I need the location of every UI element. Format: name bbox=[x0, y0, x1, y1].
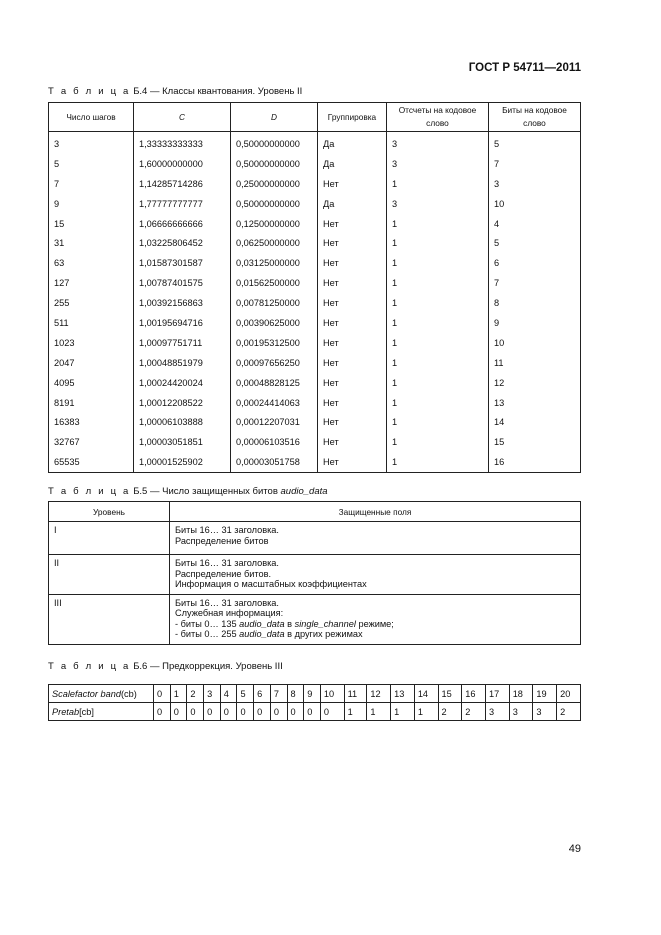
table-row bbox=[49, 293, 581, 313]
table-row bbox=[49, 233, 581, 253]
label-suffix: [cb] bbox=[79, 706, 94, 717]
pretab-label bbox=[49, 703, 154, 721]
table-cell: 1 bbox=[414, 703, 438, 721]
table-cell: 5 bbox=[489, 233, 581, 253]
fields-line: Биты 16… 31 заголовка. bbox=[175, 525, 279, 535]
table-cell: 16383 bbox=[49, 412, 134, 432]
table-cell: 1,00003051851 bbox=[134, 432, 231, 452]
table-cell: 255 bbox=[49, 293, 134, 313]
table-cell: 0,06250000000 bbox=[231, 233, 318, 253]
table-cell: 1 bbox=[387, 412, 489, 432]
label-italic: Scalefactor band bbox=[52, 688, 121, 699]
table-b4-body bbox=[49, 132, 581, 473]
table-cell: 0 bbox=[304, 703, 321, 721]
fields-cell bbox=[170, 594, 581, 644]
table-cell: 0 bbox=[254, 703, 271, 721]
table-cell: 1 bbox=[387, 373, 489, 393]
fields-cell bbox=[170, 522, 581, 555]
label-suffix: (cb) bbox=[120, 688, 137, 699]
table-cell: 1 bbox=[387, 233, 489, 253]
table-row bbox=[49, 174, 581, 194]
bullet-italic: audio_data bbox=[239, 629, 285, 639]
table-cell: 15 bbox=[438, 685, 462, 703]
table-cell: Нет bbox=[318, 432, 387, 452]
header-samples-per-codeword: Отсчеты на кодовое слово bbox=[387, 103, 489, 132]
table-row bbox=[49, 333, 581, 353]
table-cell: 12 bbox=[489, 373, 581, 393]
table-cell: Нет bbox=[318, 313, 387, 333]
table-cell: Нет bbox=[318, 333, 387, 353]
table-cell: 1023 bbox=[49, 333, 134, 353]
table-cell: 1,00195694716 bbox=[134, 313, 231, 333]
table-b5-caption-prefix: Т а б л и ц а bbox=[48, 486, 131, 497]
header-bits-per-codeword: Биты на кодовое слово bbox=[489, 103, 581, 132]
table-cell: 0 bbox=[320, 703, 344, 721]
table-cell: 1,14285714286 bbox=[134, 174, 231, 194]
table-cell: 8 bbox=[287, 685, 304, 703]
table-cell: 0,00012207031 bbox=[231, 412, 318, 432]
table-cell: 3 bbox=[387, 132, 489, 154]
page-number: 49 bbox=[568, 843, 581, 855]
table-cell: 3 bbox=[509, 703, 533, 721]
table-cell: 0 bbox=[187, 703, 204, 721]
table-row bbox=[49, 273, 581, 293]
table-cell: 5 bbox=[237, 685, 254, 703]
table-cell: 0 bbox=[154, 685, 171, 703]
table-cell: 11 bbox=[344, 685, 367, 703]
table-cell: 1 bbox=[387, 214, 489, 234]
table-cell: 1 bbox=[387, 253, 489, 273]
table-row bbox=[49, 555, 581, 595]
table-cell: 8 bbox=[489, 293, 581, 313]
table-cell: 1,00012208522 bbox=[134, 393, 231, 413]
bullet-text: в bbox=[284, 618, 295, 629]
table-b4 bbox=[48, 102, 581, 473]
table-cell: 1 bbox=[387, 452, 489, 472]
table-cell: 511 bbox=[49, 313, 134, 333]
table-b4-caption-title: Б.4 — Классы квантования. Уровень II bbox=[133, 86, 303, 97]
table-cell: 0,00781250000 bbox=[231, 293, 318, 313]
table-cell: 2 bbox=[462, 703, 486, 721]
table-row bbox=[49, 393, 581, 413]
table-cell: 1,77777777777 bbox=[134, 194, 231, 214]
label-italic: Pretab bbox=[52, 706, 80, 717]
fields-line: Биты 16… 31 заголовка. bbox=[175, 597, 279, 608]
fields-line: Информация о масштабных коэффициентах bbox=[175, 579, 367, 589]
table-cell: 19 bbox=[533, 685, 557, 703]
table-row bbox=[49, 214, 581, 234]
table-cell: 32767 bbox=[49, 432, 134, 452]
table-cell: 15 bbox=[489, 432, 581, 452]
table-cell: 1 bbox=[391, 703, 415, 721]
header-level: Уровень bbox=[49, 502, 170, 522]
table-cell: 65535 bbox=[49, 452, 134, 472]
table-cell: 1,33333333333 bbox=[134, 132, 231, 154]
bullet-text: - биты 0… 255 bbox=[175, 629, 240, 639]
table-cell: 0 bbox=[237, 703, 254, 721]
table-cell: 10 bbox=[489, 333, 581, 353]
table-cell: 7 bbox=[489, 154, 581, 174]
table-cell: 11 bbox=[489, 353, 581, 373]
table-cell: 6 bbox=[489, 253, 581, 273]
table-cell: 1,00787401575 bbox=[134, 273, 231, 293]
header-d: D bbox=[231, 103, 318, 132]
table-cell: 3 bbox=[49, 132, 134, 154]
table-cell: 0,00024414063 bbox=[231, 393, 318, 413]
table-cell: Нет bbox=[318, 174, 387, 194]
table-cell: 0 bbox=[220, 703, 237, 721]
table-cell: 1,00006103888 bbox=[134, 412, 231, 432]
table-cell: 0,00048828125 bbox=[231, 373, 318, 393]
table-b6 bbox=[48, 684, 581, 721]
table-cell: 12 bbox=[367, 685, 391, 703]
table-cell: 2047 bbox=[49, 353, 134, 373]
table-cell: 14 bbox=[489, 412, 581, 432]
table-cell: 1 bbox=[344, 703, 367, 721]
table-cell: 9 bbox=[49, 194, 134, 214]
table-b4-caption bbox=[48, 86, 302, 97]
table-cell: Да bbox=[318, 194, 387, 214]
table-cell: 13 bbox=[391, 685, 415, 703]
table-cell: 1 bbox=[367, 703, 391, 721]
table-cell: 0,00390625000 bbox=[231, 313, 318, 333]
table-cell: Нет bbox=[318, 273, 387, 293]
table-cell: 1,00024420024 bbox=[134, 373, 231, 393]
level-cell: I bbox=[49, 522, 170, 555]
table-cell: 0,50000000000 bbox=[231, 154, 318, 174]
table-cell: Нет bbox=[318, 412, 387, 432]
table-row bbox=[49, 522, 581, 555]
table-cell: 1 bbox=[387, 333, 489, 353]
table-cell: 2 bbox=[557, 703, 581, 721]
table-cell: 1,00392156863 bbox=[134, 293, 231, 313]
table-cell: 16 bbox=[462, 685, 486, 703]
bullet-italic: audio_data bbox=[239, 618, 285, 629]
table-cell: 1 bbox=[170, 685, 187, 703]
table-b6-caption-title: Б.6 — Предкоррекция. Уровень III bbox=[133, 661, 283, 672]
table-b5-header-row bbox=[49, 502, 581, 522]
table-cell: 3 bbox=[485, 703, 509, 721]
table-cell: Нет bbox=[318, 233, 387, 253]
document-standard-number: ГОСТ Р 54711—2011 bbox=[468, 62, 581, 74]
fields-bullet bbox=[175, 619, 575, 630]
table-cell: 2 bbox=[438, 703, 462, 721]
table-cell: 1,60000000000 bbox=[134, 154, 231, 174]
table-cell: 1 bbox=[387, 174, 489, 194]
table-cell: Нет bbox=[318, 393, 387, 413]
table-b5 bbox=[48, 501, 581, 645]
table-b5-caption-italic: audio_data bbox=[280, 486, 328, 497]
table-cell: 0,03125000000 bbox=[231, 253, 318, 273]
header-steps: Число шагов bbox=[49, 103, 134, 132]
table-cell: 0 bbox=[170, 703, 187, 721]
table-cell: 9 bbox=[489, 313, 581, 333]
header-grouping: Группировка bbox=[318, 103, 387, 132]
table-cell: 10 bbox=[489, 194, 581, 214]
bullet-text: - биты 0… 135 bbox=[175, 618, 240, 629]
fields-cell bbox=[170, 555, 581, 595]
table-cell: 0,12500000000 bbox=[231, 214, 318, 234]
table-cell: 1,06666666666 bbox=[134, 214, 231, 234]
table-cell: 16 bbox=[489, 452, 581, 472]
table-cell: 4 bbox=[489, 214, 581, 234]
table-cell: 0 bbox=[270, 703, 287, 721]
table-cell: 63 bbox=[49, 253, 134, 273]
table-cell: 1,01587301587 bbox=[134, 253, 231, 273]
table-cell: 6 bbox=[254, 685, 271, 703]
table-cell: 1,00097751711 bbox=[134, 333, 231, 353]
table-cell: 20 bbox=[557, 685, 581, 703]
table-b5-caption-title: Б.5 — Число защищенных битов bbox=[133, 486, 278, 497]
table-cell: 7 bbox=[49, 174, 134, 194]
table-cell: 1 bbox=[387, 313, 489, 333]
table-cell: 4095 bbox=[49, 373, 134, 393]
table-cell: 0,50000000000 bbox=[231, 194, 318, 214]
table-cell: 1 bbox=[387, 293, 489, 313]
table-cell: 0 bbox=[287, 703, 304, 721]
table-row bbox=[49, 353, 581, 373]
table-cell: 1,00048851979 bbox=[134, 353, 231, 373]
fields-line: Распределение битов bbox=[175, 535, 269, 546]
table-cell: 127 bbox=[49, 273, 134, 293]
table-cell: 0,00097656250 bbox=[231, 353, 318, 373]
table-row bbox=[49, 373, 581, 393]
table-b6-row-scalefactor bbox=[49, 685, 581, 703]
table-b4-caption-prefix: Т а б л и ц а bbox=[48, 86, 131, 97]
table-row bbox=[49, 432, 581, 452]
table-cell: 1 bbox=[387, 273, 489, 293]
bullet-italic: single_channel bbox=[294, 618, 356, 629]
table-b5-caption bbox=[48, 486, 328, 497]
table-cell: 2 bbox=[187, 685, 204, 703]
table-cell: Нет bbox=[318, 293, 387, 313]
table-cell: 15 bbox=[49, 214, 134, 234]
table-cell: 3 bbox=[489, 174, 581, 194]
table-cell: 13 bbox=[489, 393, 581, 413]
table-row bbox=[49, 452, 581, 472]
table-cell: 10 bbox=[320, 685, 344, 703]
table-cell: 7 bbox=[270, 685, 287, 703]
table-cell: 1 bbox=[387, 432, 489, 452]
table-b6-row-pretab bbox=[49, 703, 581, 721]
table-cell: Да bbox=[318, 154, 387, 174]
table-cell: 5 bbox=[489, 132, 581, 154]
table-cell: 0,00006103516 bbox=[231, 432, 318, 452]
table-cell: Нет bbox=[318, 452, 387, 472]
fields-line: Биты 16… 31 заголовка. bbox=[175, 558, 279, 568]
table-cell: 31 bbox=[49, 233, 134, 253]
table-b6-caption-prefix: Т а б л и ц а bbox=[48, 661, 131, 672]
table-cell: 3 bbox=[533, 703, 557, 721]
header-c: C bbox=[134, 103, 231, 132]
table-cell: 0 bbox=[154, 703, 171, 721]
table-cell: 9 bbox=[304, 685, 321, 703]
table-cell: 1,03225806452 bbox=[134, 233, 231, 253]
table-cell: Да bbox=[318, 132, 387, 154]
table-cell: 3 bbox=[387, 194, 489, 214]
table-cell: 1 bbox=[387, 393, 489, 413]
table-cell: 0,00003051758 bbox=[231, 452, 318, 472]
table-cell: 3 bbox=[204, 685, 221, 703]
bullet-text: режиме; bbox=[355, 618, 394, 629]
table-row bbox=[49, 132, 581, 154]
table-cell: 18 bbox=[509, 685, 533, 703]
table-cell: Нет bbox=[318, 214, 387, 234]
level-cell: II bbox=[49, 555, 170, 595]
table-row bbox=[49, 412, 581, 432]
table-cell: 4 bbox=[220, 685, 237, 703]
fields-bullet bbox=[175, 629, 575, 640]
table-b6-caption bbox=[48, 661, 283, 672]
table-cell: 1 bbox=[387, 353, 489, 373]
level-cell: III bbox=[49, 594, 170, 644]
table-cell: 0,25000000000 bbox=[231, 174, 318, 194]
table-row bbox=[49, 154, 581, 174]
table-cell: 5 bbox=[49, 154, 134, 174]
fields-line: Распределение битов. bbox=[175, 568, 272, 579]
fields-line: Служебная информация: bbox=[175, 608, 284, 618]
bullet-text: в других режимах bbox=[284, 629, 363, 639]
table-row bbox=[49, 594, 581, 644]
table-cell: 3 bbox=[387, 154, 489, 174]
table-row bbox=[49, 253, 581, 273]
table-row bbox=[49, 194, 581, 214]
table-cell: 0,01562500000 bbox=[231, 273, 318, 293]
table-cell: 8191 bbox=[49, 393, 134, 413]
table-cell: 17 bbox=[485, 685, 509, 703]
table-b4-header-row bbox=[49, 103, 581, 132]
table-cell: 0,50000000000 bbox=[231, 132, 318, 154]
table-cell: Нет bbox=[318, 373, 387, 393]
table-cell: 0 bbox=[204, 703, 221, 721]
table-cell: Нет bbox=[318, 353, 387, 373]
table-cell: 0,00195312500 bbox=[231, 333, 318, 353]
table-cell: 7 bbox=[489, 273, 581, 293]
scalefactor-band-label bbox=[49, 685, 154, 703]
table-cell: Нет bbox=[318, 253, 387, 273]
table-row bbox=[49, 313, 581, 333]
table-cell: 1,00001525902 bbox=[134, 452, 231, 472]
header-protected-fields: Защищенные поля bbox=[170, 502, 581, 522]
table-cell: 14 bbox=[414, 685, 438, 703]
